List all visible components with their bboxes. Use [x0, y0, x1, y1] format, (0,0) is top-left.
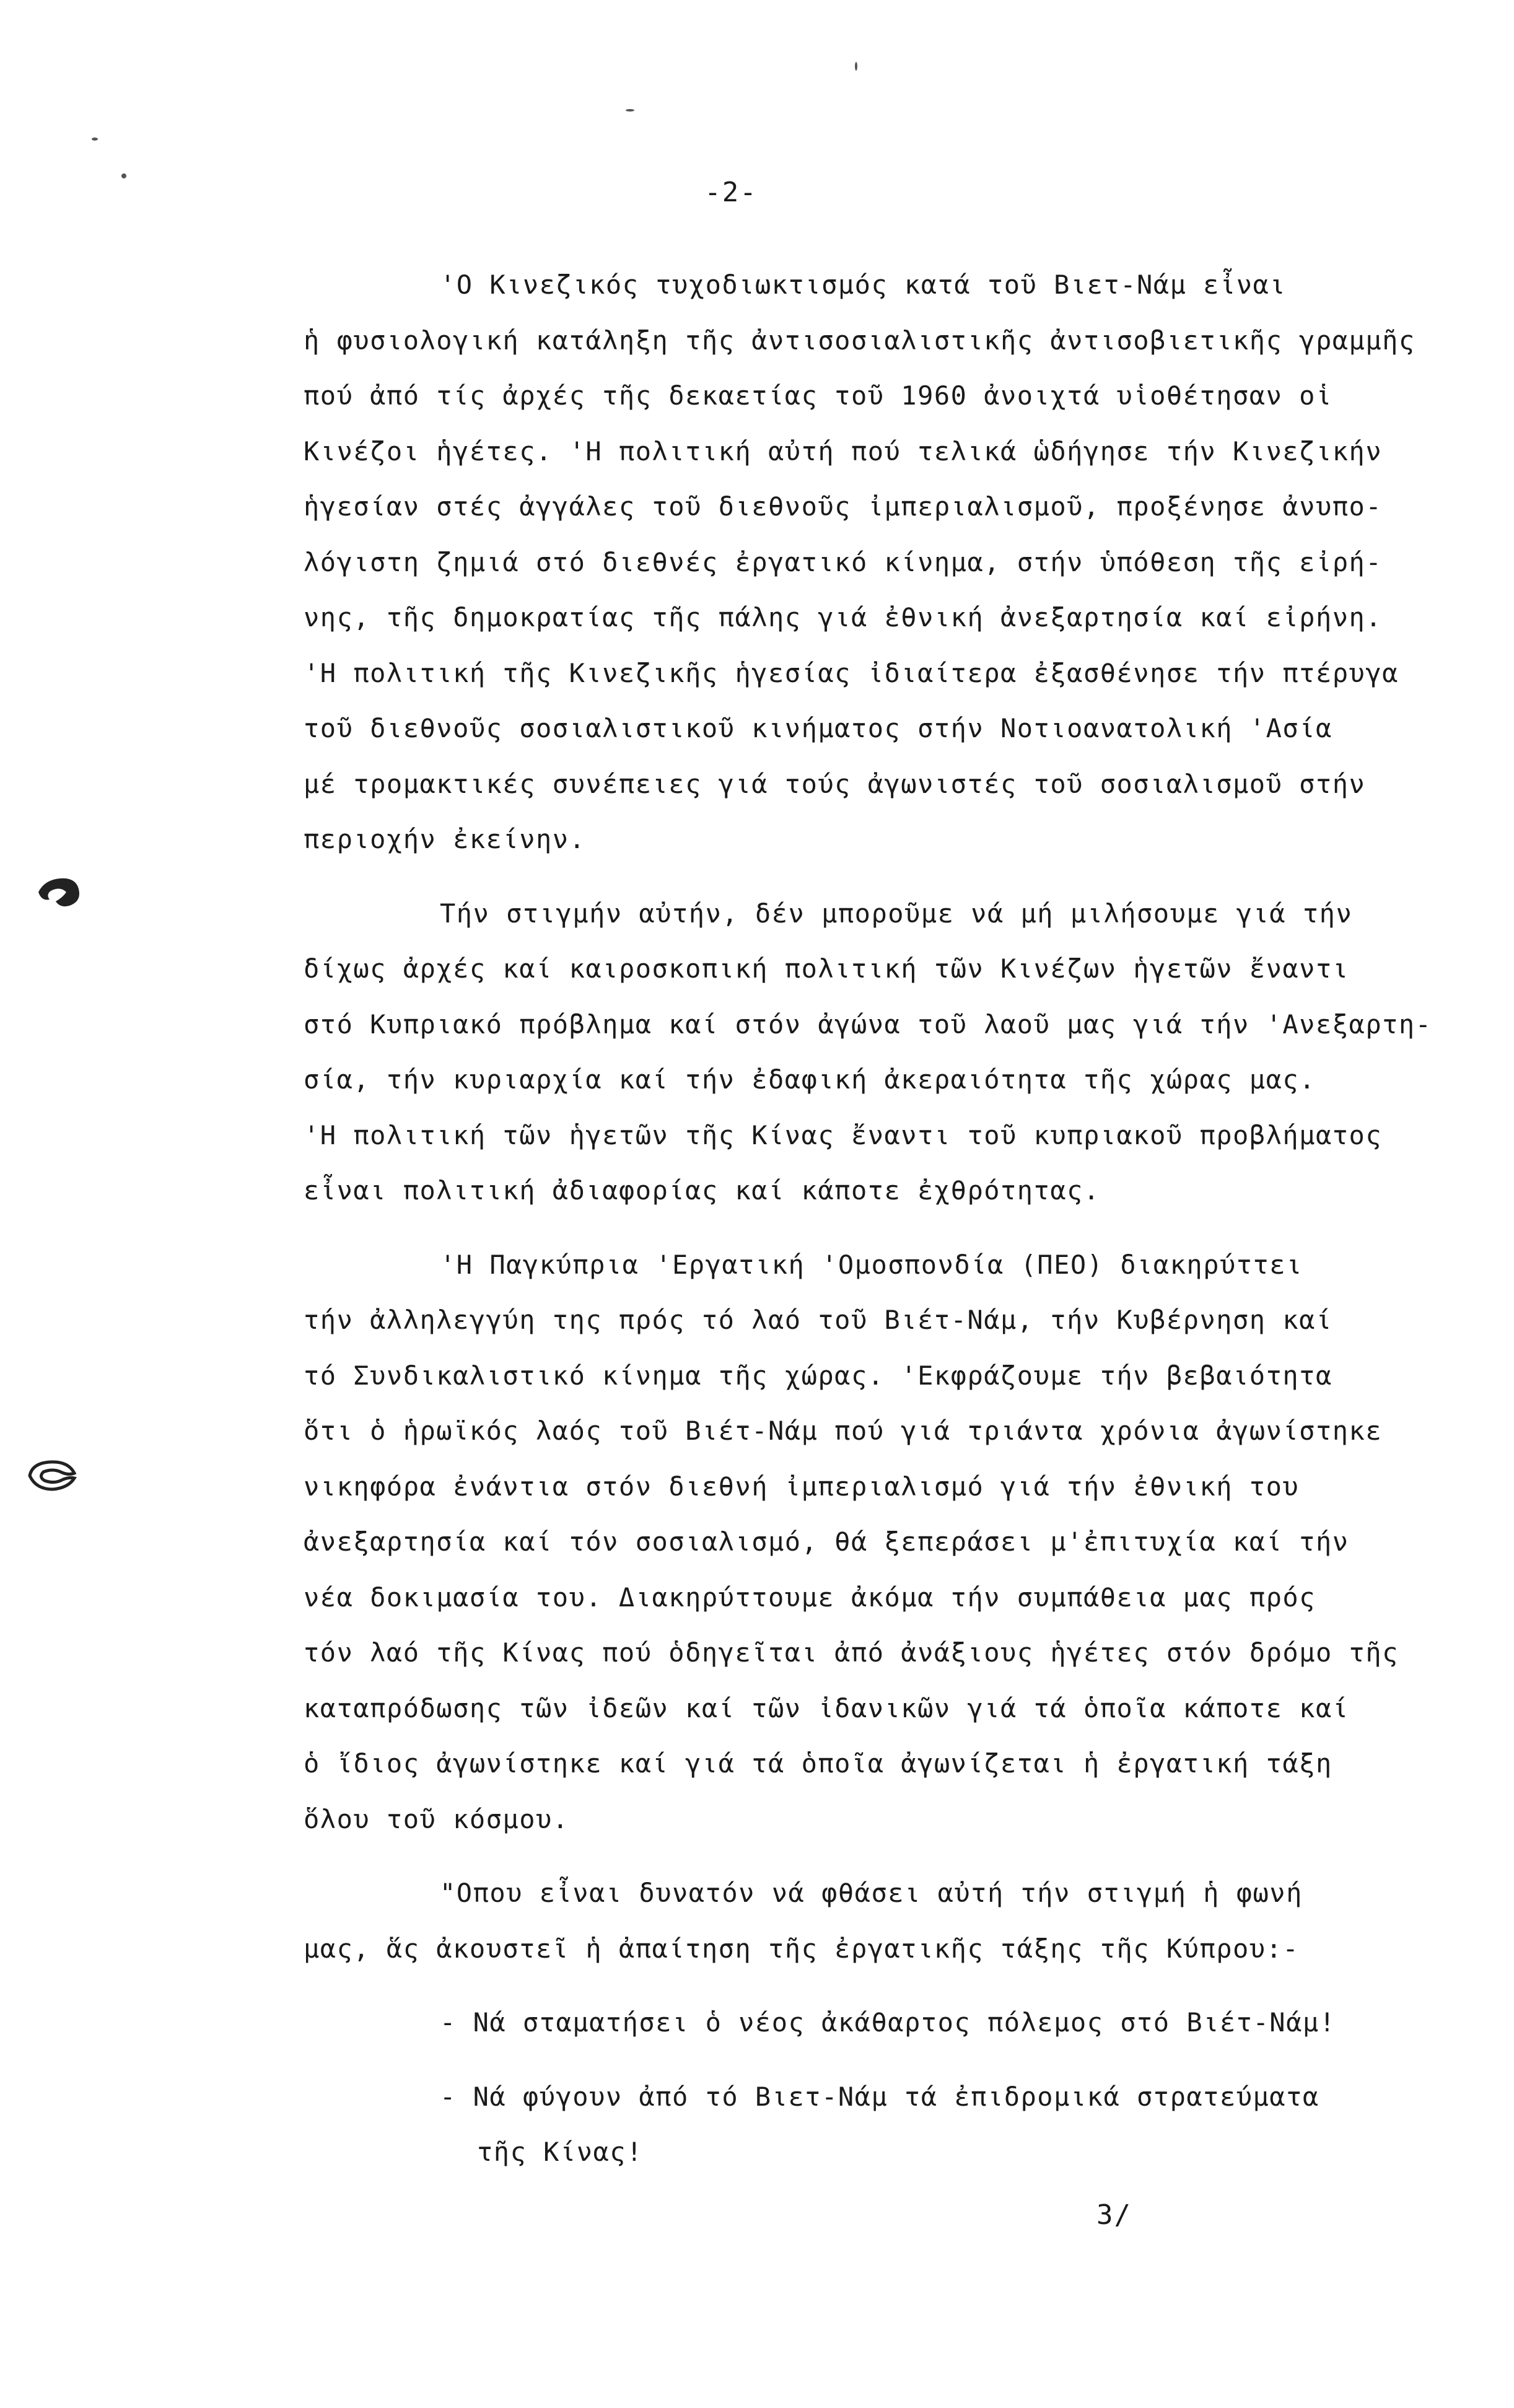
text-line: τόν λαό τῆς Κίνας πού ὁδηγεῖται ἀπό ἀνάξιους ἡγέτες στόν δρόμο τῆς	[304, 1637, 1399, 1668]
text-line: ἀνεξαρτησία καί τόν σοσιαλισμό, θά ξεπεράσει μ'ἐπιτυχία καί τήν	[304, 1526, 1349, 1557]
text-line: καταπρόδωσης τῶν ἰδεῶν καί τῶν ἰδανικῶν γιά τά ὁποῖα κάποτε καί	[304, 1692, 1349, 1723]
scan-speck	[626, 109, 634, 112]
text-line: "Οπου εἶναι δυνατόν νά φθάσει αὐτή τήν στιγμή ἡ φωνή	[440, 1878, 1303, 1908]
text-line: ὁ ἴδιος ἀγωνίστηκε καί γιά τά ὁποῖα ἀγωνίζεται ἡ ἐργατική τάξη	[304, 1748, 1332, 1779]
text-line: ὅτι ὁ ἡρωϊκός λαός τοῦ Βιέτ-Νάμ πού γιά τριάντα χρόνια ἀγωνίστηκε	[304, 1416, 1383, 1446]
paragraph-1	[304, 257, 1416, 867]
text-line: ὅλου τοῦ κόσμου.	[304, 1803, 569, 1834]
paragraph-4	[304, 1865, 1369, 1976]
scan-speck	[855, 62, 857, 71]
text-line: νέα δοκιμασία του. Διακηρύττουμε ἀκόμα τήν συμπάθεια μας πρός	[304, 1582, 1316, 1613]
text-line: 'Ο Κινεζικός τυχοδιωκτισμός κατά τοῦ Βιετ-Νάμ εἶναι	[440, 269, 1287, 300]
text-line: δίχως ἀρχές καί καιροσκοπική πολιτική τῶν Κινέζων ἡγετῶν ἔναντι	[304, 953, 1349, 984]
continuation-marker: 3/	[1096, 2199, 1132, 2231]
demand-item-continuation: τῆς Κίνας!	[477, 2137, 643, 2167]
text-line: ἡγεσίαν στές ἀγγάλες τοῦ διεθνοῦς ἰμπεριαλισμοῦ, προξένησε ἀνυπο-	[304, 491, 1383, 522]
scan-speck	[92, 138, 98, 141]
demand-item: - Νά φύγουν ἀπό τό Βιετ-Νάμ τά ἐπιδρομικά στρατεύματα	[440, 2081, 1319, 2112]
demand-item: - Νά σταματήσει ὁ νέος ἀκάθαρτος πόλεμος στό Βιέτ-Νάμ!	[440, 2007, 1336, 2038]
punch-hole-mark-icon	[32, 867, 88, 917]
text-line: νικηφόρα ἐνάντια στόν διεθνή ἰμπεριαλισμό γιά τήν ἐθνική του	[304, 1471, 1300, 1502]
text-line: τό Συνδικαλιστικό κίνημα τῆς χώρας. 'Εκφράζουμε τήν βεβαιότητα	[304, 1360, 1332, 1391]
text-line: 'Η πολιτική τῆς Κινεζικῆς ἡγεσίας ἰδιαίτερα ἐξασθένησε τήν πτέρυγα	[304, 657, 1399, 688]
text-line: πού ἀπό τίς ἀρχές τῆς δεκαετίας τοῦ 1960 ἀνοιχτά υἱοθέτησαν οἱ	[304, 380, 1332, 411]
paragraph-3	[304, 1237, 1399, 1847]
text-line: τοῦ διεθνοῦς σοσιαλιστικοῦ κινήματος στήν Νοτιοανατολική 'Ασία	[304, 713, 1332, 743]
punch-hole-mark-icon	[25, 1450, 81, 1499]
text-line: στό Κυπριακό πρόβλημα καί στόν ἀγώνα τοῦ λαοῦ μας γιά τήν 'Ανεξαρτη-	[304, 1009, 1432, 1040]
text-line: μας, ἅς ἀκουστεῖ ἡ ἀπαίτηση τῆς ἐργατικῆς τάξης τῆς Κύπρου:-	[304, 1933, 1300, 1964]
text-line: νης, τῆς δημοκρατίας τῆς πάλης γιά ἐθνική ἀνεξαρτησία καί εἰρήνη.	[304, 602, 1383, 633]
text-line: περιοχήν ἐκείνην.	[304, 824, 586, 854]
text-line: Τήν στιγμήν αὐτήν, δέν μποροῦμε νά μή μιλήσουμε γιά τήν	[440, 898, 1353, 929]
text-line: μέ τρομακτικές συνέπειες γιά τούς ἀγωνιστές τοῦ σοσιαλισμοῦ στήν	[304, 768, 1366, 799]
text-line: 'Η πολιτική τῶν ἡγετῶν τῆς Κίνας ἔναντι τοῦ κυπριακοῦ προβλήματος	[304, 1119, 1383, 1150]
paragraph-2	[304, 886, 1432, 1219]
text-line: τήν ἀλληλεγγύη της πρός τό λαό τοῦ Βιέτ-Νάμ, τήν Κυβέρνηση καί	[304, 1305, 1332, 1335]
document-body	[304, 257, 1432, 2180]
page-number: -2-	[704, 177, 758, 208]
text-line: ἡ φυσιολογική κατάληξη τῆς ἀντισοσιαλιστικῆς ἀντισοβιετικῆς γραμμῆς	[304, 325, 1416, 356]
text-line: σία, τήν κυριαρχία καί τήν ἐδαφική ἀκεραιότητα τῆς χώρας μας.	[304, 1064, 1316, 1095]
scan-speck	[121, 173, 126, 178]
text-line: εἶναι πολιτική ἀδιαφορίας καί κάποτε ἐχθρότητας.	[304, 1175, 1100, 1206]
demands-list	[304, 1995, 1369, 2180]
text-line: λόγιστη ζημιά στό διεθνές ἐργατικό κίνημα, στήν ὑπόθεση τῆς εἰρή-	[304, 546, 1383, 577]
text-line: Κινέζοι ἡγέτες. 'Η πολιτική αὐτή πού τελικά ὡδήγησε τήν Κινεζικήν	[304, 436, 1383, 466]
text-line: 'Η Παγκύπρια 'Εργατική 'Ομοσπονδία (ΠΕΟ) διακηρύττει	[440, 1249, 1303, 1280]
